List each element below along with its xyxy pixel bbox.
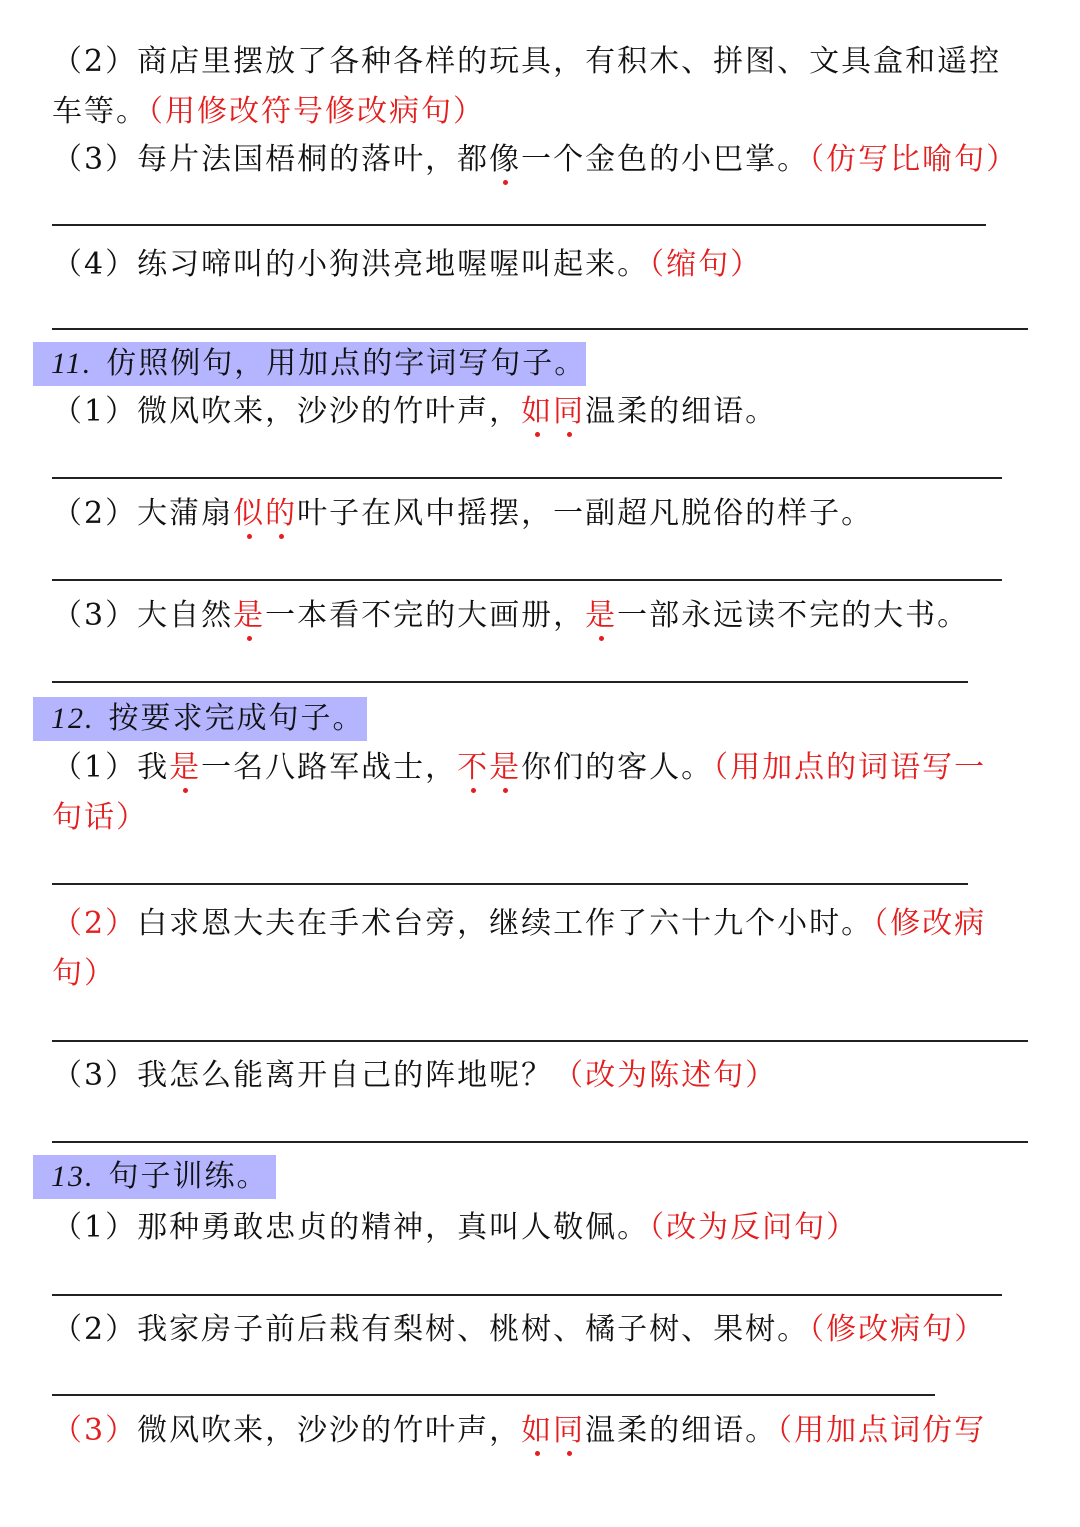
- item-number: （2）: [52, 1312, 138, 1347]
- instruction: （改为陈述句）: [553, 1058, 778, 1093]
- q11-item1: [52, 392, 777, 432]
- dotted-char: 不: [457, 750, 490, 785]
- section-number: 11.: [51, 347, 93, 380]
- item-number: （1）: [52, 394, 138, 429]
- section-number: 12.: [51, 702, 95, 735]
- item-text: 微风吹来，沙沙的竹叶声，: [137, 1413, 522, 1448]
- instruction: （用加点词仿写: [777, 1413, 987, 1448]
- item-text: 我家房子前后栽有梨树、桃树、橘子树、果树。: [137, 1312, 810, 1347]
- dotted-char: 是: [169, 750, 202, 785]
- item-text: 白求恩大夫在手术台旁，继续工作了六十九个小时。: [137, 906, 874, 941]
- section-heading-12: [33, 697, 367, 741]
- q10-item2-line2: [52, 92, 485, 132]
- item-number: （2）: [52, 906, 138, 941]
- instruction: （用加点的词语写一: [713, 750, 987, 785]
- q10-item4: [52, 245, 762, 285]
- item-text: 微风吹来，沙沙的竹叶声，: [137, 394, 522, 429]
- instruction: 句）: [52, 956, 116, 991]
- q12-item2-line2: [52, 954, 116, 994]
- item-number: （2）: [52, 496, 138, 531]
- section-title: 按要求完成句子。: [108, 701, 365, 736]
- item-text: 你们的客人。: [521, 750, 714, 785]
- item-text: 大自然: [137, 598, 234, 633]
- item-number: （2）: [52, 44, 138, 79]
- item-text: 温柔的细语。: [585, 394, 778, 429]
- dotted-char: 是: [585, 598, 618, 633]
- item-number: （1）: [52, 1210, 138, 1245]
- item-text: 叶子在风中摇摆，一副超凡脱俗的样子。: [297, 496, 874, 531]
- answer-line[interactable]: [52, 1294, 1002, 1296]
- item-number: （1）: [52, 750, 138, 785]
- answer-line[interactable]: [52, 1040, 1028, 1042]
- answer-line[interactable]: [52, 681, 968, 683]
- instruction: （改为反问句）: [649, 1210, 859, 1245]
- item-text: 一部永远读不完的大书。: [617, 598, 970, 633]
- answer-line[interactable]: [52, 883, 968, 885]
- item-text: 那种勇敢忠贞的精神，真叫人敬佩。: [137, 1210, 650, 1245]
- item-text: 车等。: [52, 94, 148, 129]
- answer-line[interactable]: [52, 1394, 935, 1396]
- item-text: 一个金色的小巴掌。: [521, 142, 810, 177]
- q10-item3: [52, 140, 1018, 180]
- q13-item1: [52, 1208, 858, 1248]
- item-text: 每片法国梧桐的落叶，都: [137, 142, 490, 177]
- q13-item3: [52, 1411, 986, 1451]
- section-title: 句子训练。: [108, 1159, 269, 1194]
- q13-item2: [52, 1310, 986, 1350]
- item-text: 一名八路军战士，: [201, 750, 458, 785]
- section-heading-13: [33, 1155, 276, 1199]
- answer-line[interactable]: [52, 328, 1028, 330]
- instruction: （修改病句）: [809, 1312, 987, 1347]
- item-number: （4）: [52, 247, 138, 282]
- q12-item2-line1: [52, 904, 986, 944]
- q10-item2-line1: [52, 42, 1001, 82]
- dotted-char: 同: [553, 394, 586, 429]
- item-text: 我: [137, 750, 170, 785]
- section-title: 仿照例句，用加点的字词写句子。: [106, 346, 587, 381]
- q11-item3: [52, 596, 969, 636]
- answer-line[interactable]: [52, 477, 1002, 479]
- instruction: （修改病: [873, 906, 987, 941]
- dotted-char: 像: [489, 142, 522, 177]
- instruction: 句话）: [52, 800, 148, 835]
- item-text: 练习啼叫的小狗洪亮地喔喔叫起来。: [137, 247, 650, 282]
- q12-item1-line1: [52, 748, 986, 788]
- dotted-char: 似: [233, 496, 266, 531]
- dotted-char: 是: [489, 750, 522, 785]
- item-number: （3）: [52, 1058, 138, 1093]
- answer-line[interactable]: [52, 579, 1002, 581]
- dotted-char: 同: [553, 1413, 586, 1448]
- section-number: 13.: [51, 1160, 95, 1193]
- answer-line[interactable]: [52, 224, 986, 226]
- dotted-char: 如: [521, 1413, 554, 1448]
- answer-line[interactable]: [52, 1141, 1028, 1143]
- section-heading-11: [33, 342, 586, 386]
- q12-item3: [52, 1056, 777, 1096]
- q12-item1-line2: [52, 798, 148, 838]
- instruction: （缩句）: [649, 247, 763, 282]
- item-number: （3）: [52, 1413, 138, 1448]
- instruction: （用修改符号修改病句）: [148, 94, 485, 129]
- dotted-char: 如: [521, 394, 554, 429]
- item-number: （3）: [52, 142, 138, 177]
- dotted-char: 的: [265, 496, 298, 531]
- dotted-char: 是: [233, 598, 266, 633]
- item-number: （3）: [52, 598, 138, 633]
- instruction: （仿写比喻句）: [809, 142, 1019, 177]
- item-text: 商店里摆放了各种各样的玩具，有积木、拼图、文具盒和遥控: [137, 44, 1002, 79]
- item-text: 温柔的细语。: [585, 1413, 778, 1448]
- item-text: 我怎么能离开自己的阵地呢？: [137, 1058, 554, 1093]
- item-text: 大蒲扇: [137, 496, 234, 531]
- q11-item2: [52, 494, 873, 534]
- item-text: 一本看不完的大画册，: [265, 598, 586, 633]
